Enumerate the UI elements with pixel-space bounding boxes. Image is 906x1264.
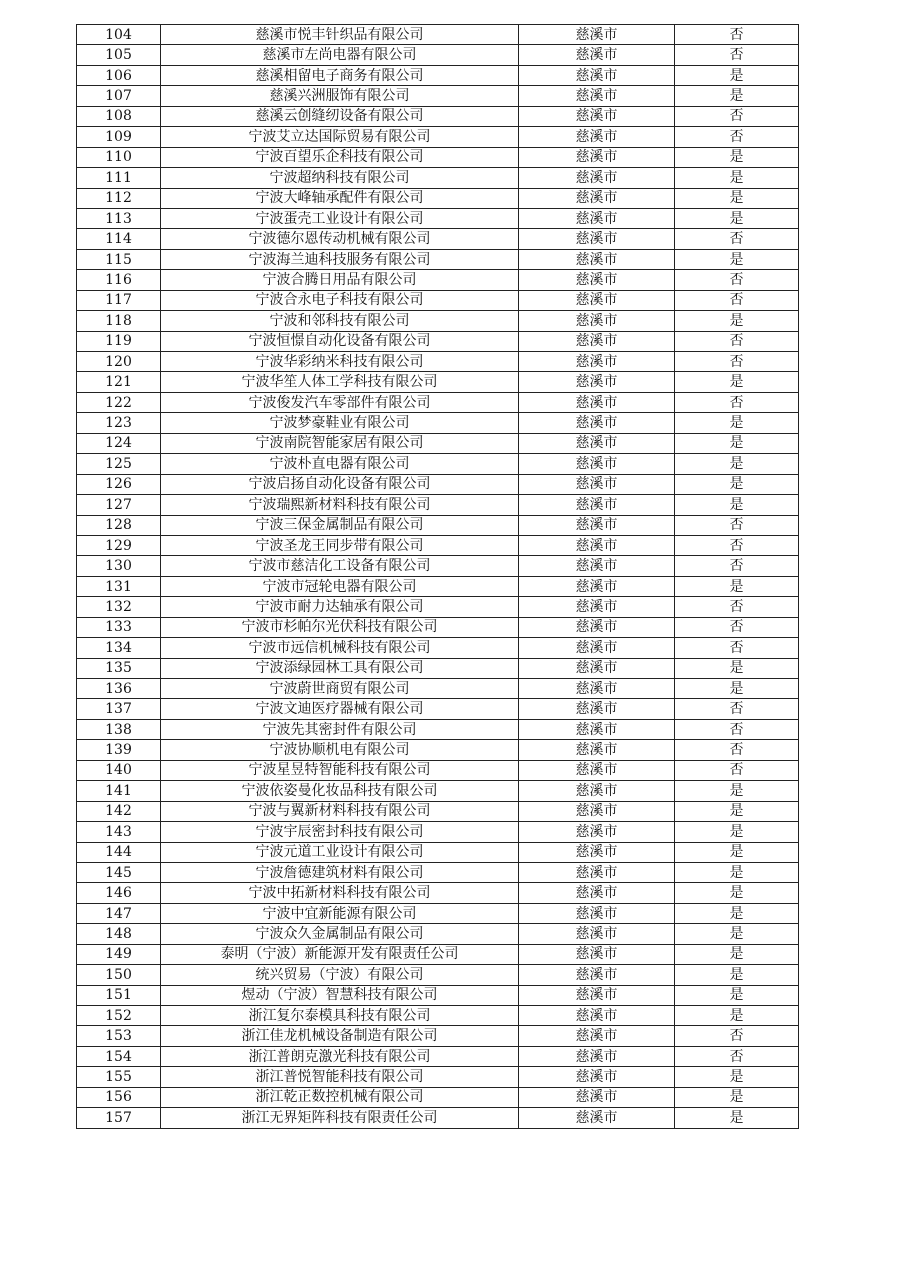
city-cell: 慈溪市 (519, 903, 675, 923)
table-body (77, 25, 799, 1129)
row-number-cell: 124 (77, 433, 161, 453)
table-row (77, 229, 799, 249)
company-name-cell: 宁波大峰轴承配件有限公司 (161, 188, 519, 208)
city-cell: 慈溪市 (519, 658, 675, 678)
company-name-cell: 宁波添绿园林工具有限公司 (161, 658, 519, 678)
row-number-cell: 129 (77, 535, 161, 555)
company-name-cell: 宁波百望乐企科技有限公司 (161, 147, 519, 167)
table-row (77, 679, 799, 699)
city-cell: 慈溪市 (519, 168, 675, 188)
row-number-cell: 118 (77, 311, 161, 331)
row-number-cell: 140 (77, 760, 161, 780)
company-name-cell: 宁波蔚世商贸有限公司 (161, 679, 519, 699)
company-name-cell: 宁波朴直电器有限公司 (161, 454, 519, 474)
company-name-cell: 宁波超纳科技有限公司 (161, 168, 519, 188)
table-row (77, 801, 799, 821)
row-number-cell: 148 (77, 924, 161, 944)
row-number-cell: 104 (77, 25, 161, 45)
row-number-cell: 144 (77, 842, 161, 862)
table-row (77, 556, 799, 576)
city-cell: 慈溪市 (519, 65, 675, 85)
status-flag-cell: 是 (675, 822, 799, 842)
city-cell: 慈溪市 (519, 1087, 675, 1107)
row-number-cell: 139 (77, 740, 161, 760)
row-number-cell: 106 (77, 65, 161, 85)
status-flag-cell: 是 (675, 781, 799, 801)
status-flag-cell: 否 (675, 127, 799, 147)
table-row (77, 86, 799, 106)
city-cell: 慈溪市 (519, 392, 675, 412)
city-cell: 慈溪市 (519, 290, 675, 310)
row-number-cell: 156 (77, 1087, 161, 1107)
city-cell: 慈溪市 (519, 842, 675, 862)
company-name-cell: 宁波合腾日用品有限公司 (161, 270, 519, 290)
table-row (77, 617, 799, 637)
table-row (77, 576, 799, 596)
row-number-cell: 143 (77, 822, 161, 842)
row-number-cell: 136 (77, 679, 161, 699)
row-number-cell: 142 (77, 801, 161, 821)
city-cell: 慈溪市 (519, 25, 675, 45)
table-row (77, 311, 799, 331)
row-number-cell: 122 (77, 392, 161, 412)
city-cell: 慈溪市 (519, 740, 675, 760)
city-cell: 慈溪市 (519, 924, 675, 944)
status-flag-cell: 是 (675, 1006, 799, 1026)
city-cell: 慈溪市 (519, 576, 675, 596)
row-number-cell: 145 (77, 862, 161, 882)
row-number-cell: 146 (77, 883, 161, 903)
table-row (77, 372, 799, 392)
row-number-cell: 110 (77, 147, 161, 167)
status-flag-cell: 是 (675, 208, 799, 228)
company-name-cell: 煜动（宁波）智慧科技有限公司 (161, 985, 519, 1005)
row-number-cell: 131 (77, 576, 161, 596)
status-flag-cell: 否 (675, 25, 799, 45)
city-cell: 慈溪市 (519, 127, 675, 147)
city-cell: 慈溪市 (519, 944, 675, 964)
table-row (77, 781, 799, 801)
company-name-cell: 宁波市耐力达轴承有限公司 (161, 597, 519, 617)
row-number-cell: 105 (77, 45, 161, 65)
status-flag-cell: 否 (675, 699, 799, 719)
row-number-cell: 137 (77, 699, 161, 719)
city-cell: 慈溪市 (519, 801, 675, 821)
status-flag-cell: 否 (675, 270, 799, 290)
table-row (77, 331, 799, 351)
table-row (77, 127, 799, 147)
company-name-cell: 宁波启扬自动化设备有限公司 (161, 474, 519, 494)
row-number-cell: 134 (77, 638, 161, 658)
status-flag-cell: 否 (675, 229, 799, 249)
city-cell: 慈溪市 (519, 1046, 675, 1066)
company-name-cell: 慈溪市左尚电器有限公司 (161, 45, 519, 65)
row-number-cell: 138 (77, 719, 161, 739)
company-name-cell: 宁波协顺机电有限公司 (161, 740, 519, 760)
table-row (77, 760, 799, 780)
status-flag-cell: 是 (675, 147, 799, 167)
status-flag-cell: 是 (675, 474, 799, 494)
row-number-cell: 114 (77, 229, 161, 249)
status-flag-cell: 否 (675, 515, 799, 535)
city-cell: 慈溪市 (519, 822, 675, 842)
company-name-cell: 宁波恒憬自动化设备有限公司 (161, 331, 519, 351)
table-row (77, 45, 799, 65)
status-flag-cell: 是 (675, 903, 799, 923)
city-cell: 慈溪市 (519, 699, 675, 719)
table-row (77, 474, 799, 494)
status-flag-cell: 是 (675, 249, 799, 269)
company-name-cell: 宁波与翼新材料科技有限公司 (161, 801, 519, 821)
table-row (77, 985, 799, 1005)
table-row (77, 638, 799, 658)
row-number-cell: 130 (77, 556, 161, 576)
city-cell: 慈溪市 (519, 617, 675, 637)
row-number-cell: 154 (77, 1046, 161, 1066)
status-flag-cell: 是 (675, 1108, 799, 1128)
status-flag-cell: 是 (675, 576, 799, 596)
city-cell: 慈溪市 (519, 1026, 675, 1046)
row-number-cell: 128 (77, 515, 161, 535)
row-number-cell: 153 (77, 1026, 161, 1046)
table-row (77, 106, 799, 126)
table-row (77, 740, 799, 760)
company-name-cell: 宁波艾立达国际贸易有限公司 (161, 127, 519, 147)
table-row (77, 454, 799, 474)
table-row (77, 1108, 799, 1128)
row-number-cell: 147 (77, 903, 161, 923)
table-row (77, 25, 799, 45)
status-flag-cell: 否 (675, 760, 799, 780)
company-name-cell: 宁波合永电子科技有限公司 (161, 290, 519, 310)
status-flag-cell: 是 (675, 454, 799, 474)
city-cell: 慈溪市 (519, 331, 675, 351)
company-name-cell: 宁波和邻科技有限公司 (161, 311, 519, 331)
company-name-cell: 宁波文迪医疗器械有限公司 (161, 699, 519, 719)
row-number-cell: 150 (77, 965, 161, 985)
row-number-cell: 126 (77, 474, 161, 494)
company-name-cell: 慈溪云创缝纫设备有限公司 (161, 106, 519, 126)
table-row (77, 719, 799, 739)
table-row (77, 597, 799, 617)
city-cell: 慈溪市 (519, 883, 675, 903)
row-number-cell: 132 (77, 597, 161, 617)
table-row (77, 65, 799, 85)
row-number-cell: 135 (77, 658, 161, 678)
status-flag-cell: 是 (675, 1067, 799, 1087)
city-cell: 慈溪市 (519, 515, 675, 535)
table-row (77, 842, 799, 862)
row-number-cell: 121 (77, 372, 161, 392)
table-row (77, 1087, 799, 1107)
status-flag-cell: 是 (675, 86, 799, 106)
company-table (76, 24, 799, 1129)
status-flag-cell: 是 (675, 413, 799, 433)
status-flag-cell: 否 (675, 331, 799, 351)
row-number-cell: 117 (77, 290, 161, 310)
company-name-cell: 宁波南院智能家居有限公司 (161, 433, 519, 453)
company-name-cell: 慈溪市悦丰针织品有限公司 (161, 25, 519, 45)
status-flag-cell: 是 (675, 372, 799, 392)
status-flag-cell: 是 (675, 311, 799, 331)
status-flag-cell: 是 (675, 985, 799, 1005)
company-name-cell: 宁波圣龙王同步带有限公司 (161, 535, 519, 555)
company-name-cell: 宁波中宜新能源有限公司 (161, 903, 519, 923)
status-flag-cell: 否 (675, 1046, 799, 1066)
city-cell: 慈溪市 (519, 781, 675, 801)
city-cell: 慈溪市 (519, 679, 675, 699)
table-row (77, 944, 799, 964)
city-cell: 慈溪市 (519, 1006, 675, 1026)
table-row (77, 535, 799, 555)
status-flag-cell: 否 (675, 535, 799, 555)
row-number-cell: 127 (77, 495, 161, 515)
company-name-cell: 宁波德尔恩传动机械有限公司 (161, 229, 519, 249)
row-number-cell: 109 (77, 127, 161, 147)
status-flag-cell: 否 (675, 556, 799, 576)
company-name-cell: 宁波瑞熙新材料科技有限公司 (161, 495, 519, 515)
city-cell: 慈溪市 (519, 249, 675, 269)
status-flag-cell: 否 (675, 1026, 799, 1046)
row-number-cell: 111 (77, 168, 161, 188)
row-number-cell: 115 (77, 249, 161, 269)
row-number-cell: 123 (77, 413, 161, 433)
company-name-cell: 宁波先其密封件有限公司 (161, 719, 519, 739)
city-cell: 慈溪市 (519, 372, 675, 392)
company-name-cell: 宁波华彩纳米科技有限公司 (161, 352, 519, 372)
city-cell: 慈溪市 (519, 270, 675, 290)
status-flag-cell: 是 (675, 65, 799, 85)
city-cell: 慈溪市 (519, 106, 675, 126)
city-cell: 慈溪市 (519, 433, 675, 453)
table-row (77, 883, 799, 903)
company-name-cell: 宁波市慈洁化工设备有限公司 (161, 556, 519, 576)
table-row (77, 924, 799, 944)
status-flag-cell: 是 (675, 658, 799, 678)
city-cell: 慈溪市 (519, 311, 675, 331)
city-cell: 慈溪市 (519, 638, 675, 658)
city-cell: 慈溪市 (519, 535, 675, 555)
row-number-cell: 133 (77, 617, 161, 637)
table-row (77, 392, 799, 412)
city-cell: 慈溪市 (519, 556, 675, 576)
company-name-cell: 浙江乾正数控机械有限公司 (161, 1087, 519, 1107)
row-number-cell: 155 (77, 1067, 161, 1087)
status-flag-cell: 是 (675, 944, 799, 964)
city-cell: 慈溪市 (519, 760, 675, 780)
row-number-cell: 113 (77, 208, 161, 228)
row-number-cell: 120 (77, 352, 161, 372)
city-cell: 慈溪市 (519, 965, 675, 985)
table-row (77, 208, 799, 228)
table-row (77, 1006, 799, 1026)
company-name-cell: 浙江普朗克激光科技有限公司 (161, 1046, 519, 1066)
company-name-cell: 宁波市冠轮电器有限公司 (161, 576, 519, 596)
company-name-cell: 浙江无界矩阵科技有限责任公司 (161, 1108, 519, 1128)
status-flag-cell: 是 (675, 433, 799, 453)
table-row (77, 1067, 799, 1087)
city-cell: 慈溪市 (519, 86, 675, 106)
city-cell: 慈溪市 (519, 45, 675, 65)
status-flag-cell: 是 (675, 801, 799, 821)
table-row (77, 188, 799, 208)
status-flag-cell: 否 (675, 352, 799, 372)
city-cell: 慈溪市 (519, 985, 675, 1005)
status-flag-cell: 是 (675, 495, 799, 515)
status-flag-cell: 是 (675, 168, 799, 188)
city-cell: 慈溪市 (519, 208, 675, 228)
company-name-cell: 宁波蛋壳工业设计有限公司 (161, 208, 519, 228)
company-name-cell: 慈溪兴洲服饰有限公司 (161, 86, 519, 106)
city-cell: 慈溪市 (519, 862, 675, 882)
company-name-cell: 宁波宇辰密封科技有限公司 (161, 822, 519, 842)
status-flag-cell: 否 (675, 617, 799, 637)
company-name-cell: 宁波俊发汽车零部件有限公司 (161, 392, 519, 412)
row-number-cell: 152 (77, 1006, 161, 1026)
status-flag-cell: 是 (675, 924, 799, 944)
table-row (77, 658, 799, 678)
city-cell: 慈溪市 (519, 352, 675, 372)
row-number-cell: 107 (77, 86, 161, 106)
status-flag-cell: 否 (675, 45, 799, 65)
row-number-cell: 119 (77, 331, 161, 351)
row-number-cell: 125 (77, 454, 161, 474)
company-name-cell: 宁波依姿曼化妆品科技有限公司 (161, 781, 519, 801)
table-row (77, 433, 799, 453)
company-name-cell: 宁波梦豪鞋业有限公司 (161, 413, 519, 433)
table-row (77, 495, 799, 515)
status-flag-cell: 否 (675, 638, 799, 658)
row-number-cell: 108 (77, 106, 161, 126)
company-name-cell: 泰明（宁波）新能源开发有限责任公司 (161, 944, 519, 964)
table-row (77, 1026, 799, 1046)
status-flag-cell: 是 (675, 965, 799, 985)
company-name-cell: 宁波市远信机械科技有限公司 (161, 638, 519, 658)
table-row (77, 147, 799, 167)
company-name-cell: 宁波众久金属制品有限公司 (161, 924, 519, 944)
company-name-cell: 浙江佳龙机械设备制造有限公司 (161, 1026, 519, 1046)
company-name-cell: 宁波三保金属制品有限公司 (161, 515, 519, 535)
status-flag-cell: 否 (675, 392, 799, 412)
status-flag-cell: 是 (675, 679, 799, 699)
company-name-cell: 宁波市杉帕尔光伏科技有限公司 (161, 617, 519, 637)
city-cell: 慈溪市 (519, 413, 675, 433)
company-name-cell: 浙江普悦智能科技有限公司 (161, 1067, 519, 1087)
table-row (77, 903, 799, 923)
company-name-cell: 宁波华笙人体工学科技有限公司 (161, 372, 519, 392)
company-name-cell: 统兴贸易（宁波）有限公司 (161, 965, 519, 985)
city-cell: 慈溪市 (519, 719, 675, 739)
table-row (77, 413, 799, 433)
company-name-cell: 宁波元道工业设计有限公司 (161, 842, 519, 862)
row-number-cell: 151 (77, 985, 161, 1005)
table-row (77, 965, 799, 985)
company-name-cell: 宁波詹德建筑材料有限公司 (161, 862, 519, 882)
table-row (77, 862, 799, 882)
company-name-cell: 宁波海兰迪科技服务有限公司 (161, 249, 519, 269)
status-flag-cell: 否 (675, 290, 799, 310)
row-number-cell: 112 (77, 188, 161, 208)
city-cell: 慈溪市 (519, 495, 675, 515)
status-flag-cell: 否 (675, 597, 799, 617)
city-cell: 慈溪市 (519, 147, 675, 167)
status-flag-cell: 是 (675, 883, 799, 903)
status-flag-cell: 是 (675, 842, 799, 862)
table-row (77, 1046, 799, 1066)
table-row (77, 822, 799, 842)
table-row (77, 168, 799, 188)
city-cell: 慈溪市 (519, 474, 675, 494)
table-row (77, 290, 799, 310)
status-flag-cell: 否 (675, 106, 799, 126)
table-row (77, 699, 799, 719)
status-flag-cell: 是 (675, 1087, 799, 1107)
row-number-cell: 141 (77, 781, 161, 801)
row-number-cell: 149 (77, 944, 161, 964)
table-row (77, 249, 799, 269)
city-cell: 慈溪市 (519, 1067, 675, 1087)
company-name-cell: 浙江复尔泰模具科技有限公司 (161, 1006, 519, 1026)
row-number-cell: 116 (77, 270, 161, 290)
table-row (77, 352, 799, 372)
city-cell: 慈溪市 (519, 597, 675, 617)
status-flag-cell: 是 (675, 862, 799, 882)
row-number-cell: 157 (77, 1108, 161, 1128)
table-row (77, 515, 799, 535)
city-cell: 慈溪市 (519, 229, 675, 249)
company-name-cell: 宁波中拓新材料科技有限公司 (161, 883, 519, 903)
company-name-cell: 宁波星昱特智能科技有限公司 (161, 760, 519, 780)
table-row (77, 270, 799, 290)
city-cell: 慈溪市 (519, 1108, 675, 1128)
status-flag-cell: 是 (675, 188, 799, 208)
city-cell: 慈溪市 (519, 188, 675, 208)
status-flag-cell: 否 (675, 719, 799, 739)
city-cell: 慈溪市 (519, 454, 675, 474)
company-name-cell: 慈溪相留电子商务有限公司 (161, 65, 519, 85)
status-flag-cell: 否 (675, 740, 799, 760)
